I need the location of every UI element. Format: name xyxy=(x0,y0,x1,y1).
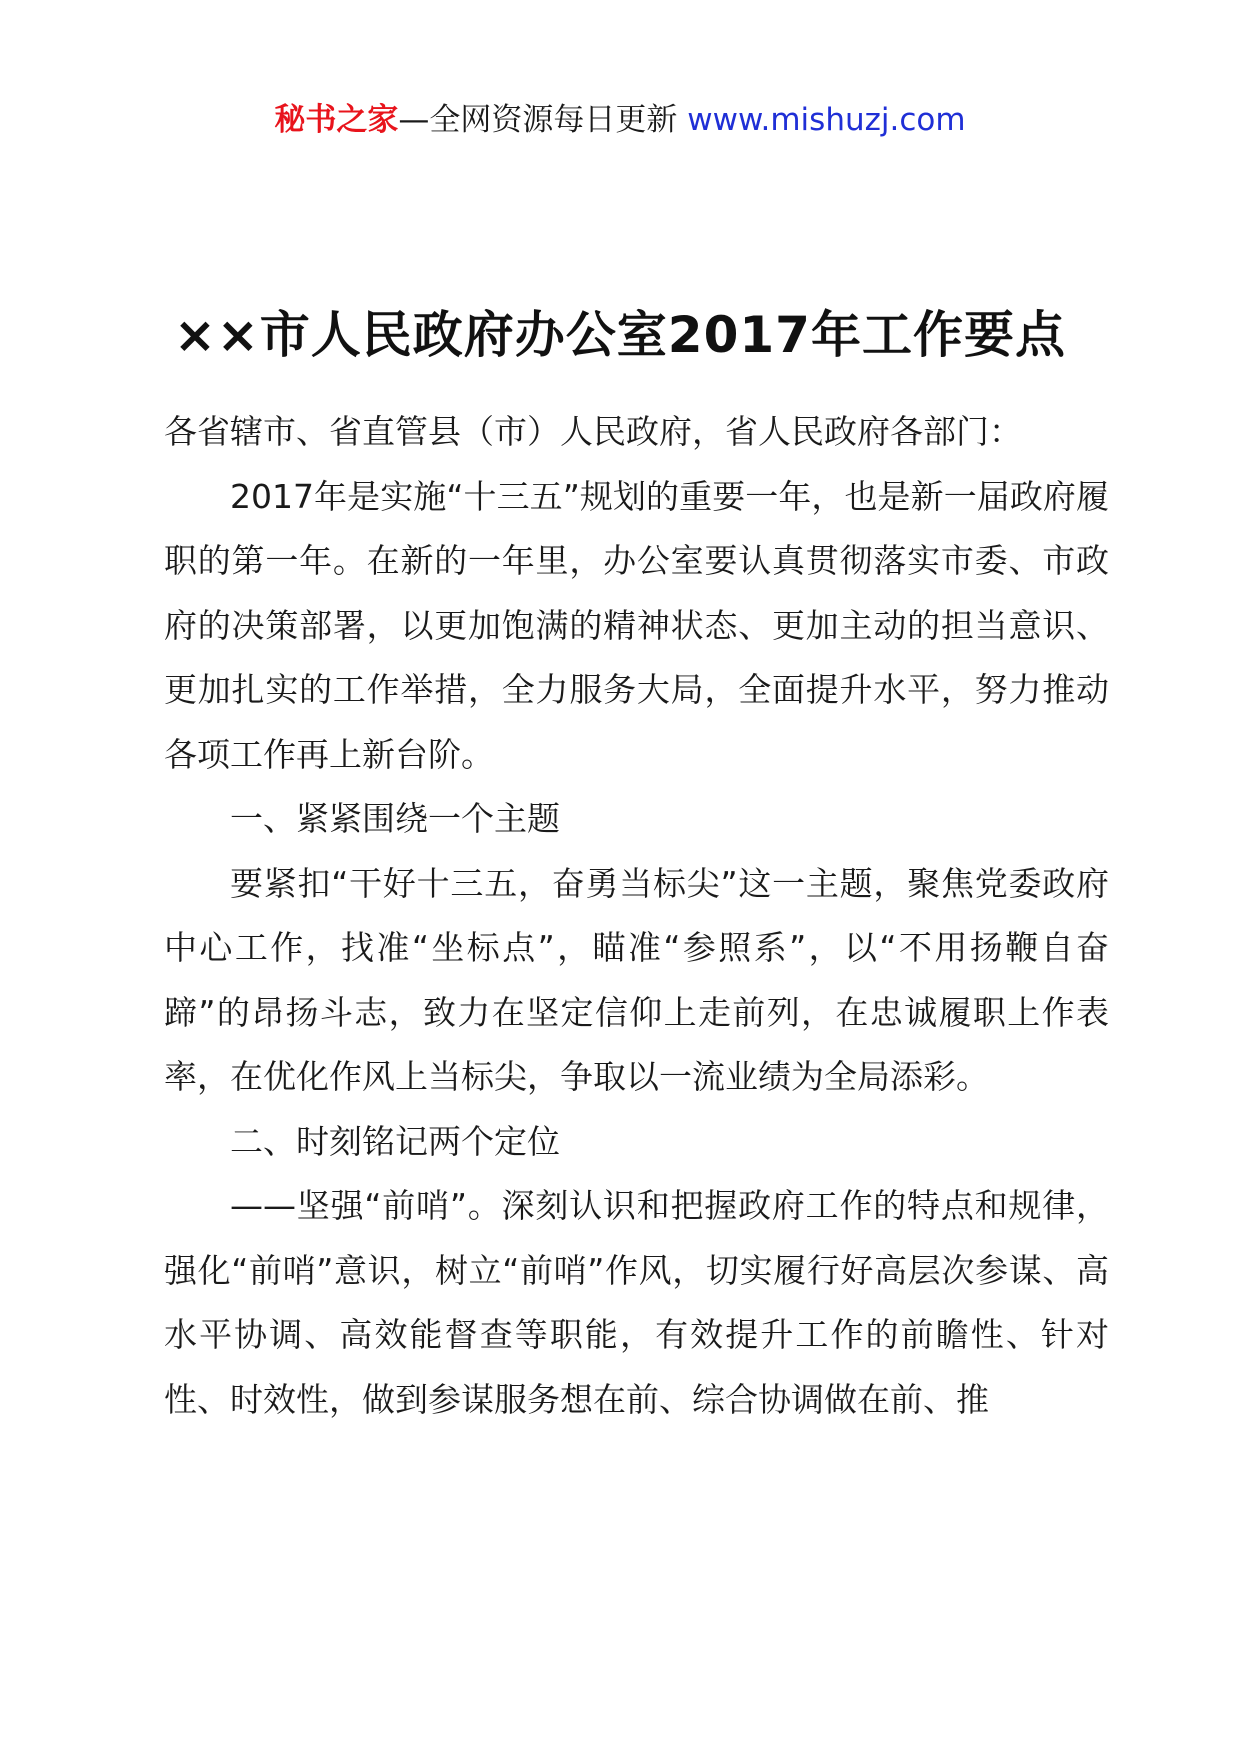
section-heading: 二、时刻铭记两个定位 xyxy=(230,1121,560,1161)
document-title: ××市人民政府办公室2017年工作要点 xyxy=(174,306,1066,364)
site-header xyxy=(0,98,1240,142)
brand-name: 秘书之家 xyxy=(274,102,399,138)
section-heading: 一、紧紧围绕一个主题 xyxy=(230,799,560,838)
document-body xyxy=(164,400,1109,1432)
body-paragraph: 2017年是实施“十三五”规划的重要一年，也是新一届政府履职的第一年。在新的一年里，办公室要认真贯彻落实市委、市政府的决策部署，以更加饱满的精神状态、更加主动的担当意识、更加扎实的工作举措，全力服务大局，全面提升水平，努力推动各项工作再上新台阶。 xyxy=(164,476,1109,774)
salutation: 各省辖市、省直管县（市）人民政府，省人民政府各部门： xyxy=(164,412,1022,451)
site-url-link[interactable]: www.mishuzj.com xyxy=(687,102,966,138)
header-tagline: —全网资源每日更新 xyxy=(398,102,678,138)
body-paragraph: ——坚强“前哨”。深刻认识和把握政府工作的特点和规律，强化“前哨”意识，树立“前哨”作风，切实履行好高层次参谋、高水平协调、高效能督查等职能，有效提升工作的前瞻性、针对性、时效性，做到参谋服务想在前、综合协调做在前、推 xyxy=(164,1186,1109,1419)
body-paragraph: 要紧扣“干好十三五，奋勇当标尖”这一主题，聚焦党委政府中心工作，找准“坐标点”，瞄准“参照系”，以“不用扬鞭自奋蹄”的昂扬斗志，致力在坚定信仰上走前列，在忠诚履职上作表率，在优化作风上当标尖，争取以一流业绩为全局添彩。 xyxy=(164,863,1109,1096)
